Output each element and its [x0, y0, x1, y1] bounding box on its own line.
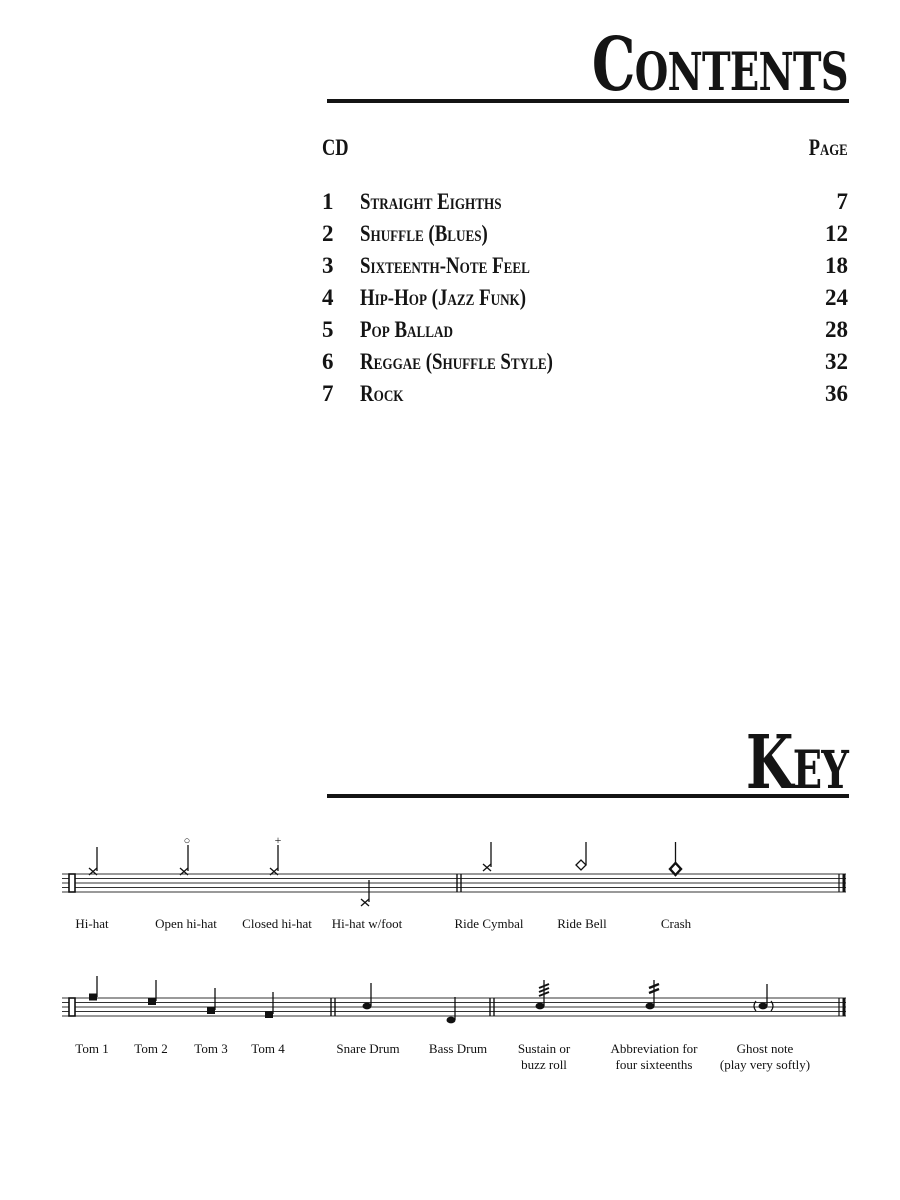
- toc-header: [322, 132, 848, 172]
- open-hi-hat-note-icon: [180, 845, 188, 875]
- tom-3-note-icon: [207, 988, 215, 1014]
- track-title: Pop Ballad: [360, 317, 453, 342]
- toc-entry[interactable]: [322, 218, 848, 250]
- track-title: Straight Eighths: [360, 189, 502, 214]
- page-number: 28: [825, 317, 848, 342]
- closed-mark-icon: +: [274, 833, 282, 847]
- label-line: four sixteenths: [615, 1057, 693, 1072]
- page-number: 12: [825, 221, 848, 246]
- toc-entry[interactable]: [322, 282, 848, 314]
- label-abbreviation: [598, 1041, 710, 1073]
- closed-hi-hat-note-icon: [270, 845, 278, 875]
- track-number: 7: [322, 381, 334, 406]
- label-ride-bell: Ride Bell: [557, 916, 607, 931]
- label-line: Ghost note: [736, 1041, 794, 1056]
- label-tom-1: Tom 1: [75, 1041, 109, 1056]
- toc-entry[interactable]: [322, 314, 848, 346]
- contents-heading: Contents: [592, 22, 848, 108]
- label-bass-drum: Bass Drum: [428, 1041, 488, 1056]
- track-title: Rock: [360, 381, 404, 406]
- tom-4-note-icon: [265, 992, 273, 1018]
- page-number: 32: [825, 349, 848, 374]
- page-number: 18: [825, 253, 848, 278]
- staff-lines: [62, 998, 846, 1016]
- track-title: Sixteenth-Note Feel: [360, 253, 530, 278]
- track-number: 4: [322, 285, 334, 310]
- staff-lines: [62, 874, 846, 892]
- sustain-roll-note-icon: [536, 980, 550, 1009]
- label-tom-3: Tom 3: [194, 1041, 228, 1056]
- tom-1-note-icon: [89, 976, 97, 1001]
- contents-rule: [327, 99, 849, 103]
- label-tom-2: Tom 2: [134, 1041, 168, 1056]
- track-number: 5: [322, 317, 334, 342]
- percussion-clef-icon: [69, 874, 75, 892]
- track-number: 3: [322, 253, 334, 278]
- drum-key-staff: [60, 966, 850, 1046]
- label-open-hi-hat: Open hi-hat: [155, 916, 217, 931]
- bass-drum-note-icon: [447, 997, 456, 1023]
- track-number: 1: [322, 189, 334, 214]
- track-number: 2: [322, 221, 334, 246]
- label-crash: Crash: [660, 916, 692, 931]
- key-heading: Key: [745, 720, 848, 806]
- toc-entry[interactable]: [322, 346, 848, 378]
- toc-entry[interactable]: [322, 186, 848, 218]
- percussion-clef-icon: [69, 998, 75, 1016]
- hi-hat-foot-note-icon: [361, 880, 369, 906]
- cymbal-key-staff: [60, 830, 850, 910]
- track-title: Hip-Hop (Jazz Funk): [360, 285, 527, 310]
- track-title: Reggae (Shuffle Style): [360, 349, 553, 374]
- label-ghost-note: [710, 1041, 820, 1073]
- page-number: 24: [825, 285, 848, 310]
- label-closed-hi-hat: Closed hi-hat: [242, 916, 312, 931]
- label-ride-cymbal: Ride Cymbal: [454, 916, 524, 931]
- label-tom-4: Tom 4: [251, 1041, 285, 1056]
- track-title: Shuffle (Blues): [360, 221, 488, 246]
- label-sustain-roll: [502, 1041, 586, 1073]
- tom-2-note-icon: [148, 980, 156, 1005]
- crash-note-icon: [670, 842, 681, 875]
- ride-bell-note-icon: [576, 842, 586, 870]
- hi-hat-note-icon: [89, 847, 97, 875]
- open-mark-icon: ○: [183, 835, 191, 847]
- toc-entry[interactable]: [322, 378, 848, 410]
- table-of-contents: [322, 132, 848, 410]
- four-sixteenths-note-icon: [646, 980, 660, 1009]
- page-number: 36: [825, 381, 848, 406]
- label-line: Abbreviation for: [610, 1041, 698, 1056]
- key-rule: [327, 794, 849, 798]
- snare-drum-note-icon: [363, 983, 372, 1009]
- toc-entry[interactable]: [322, 250, 848, 282]
- label-line: buzz roll: [521, 1057, 567, 1072]
- track-number: 6: [322, 349, 334, 374]
- label-hi-hat: Hi-hat: [75, 916, 109, 931]
- cd-column-header: CD: [322, 135, 349, 160]
- label-line: (play very softly): [719, 1057, 811, 1072]
- page-number: 7: [836, 189, 848, 214]
- ride-cymbal-note-icon: [483, 842, 491, 871]
- page-column-header: Page: [809, 135, 848, 160]
- label-line: Sustain or: [517, 1041, 571, 1056]
- label-snare-drum: Snare Drum: [336, 1041, 400, 1056]
- label-hi-hat-foot: Hi-hat w/foot: [331, 916, 403, 931]
